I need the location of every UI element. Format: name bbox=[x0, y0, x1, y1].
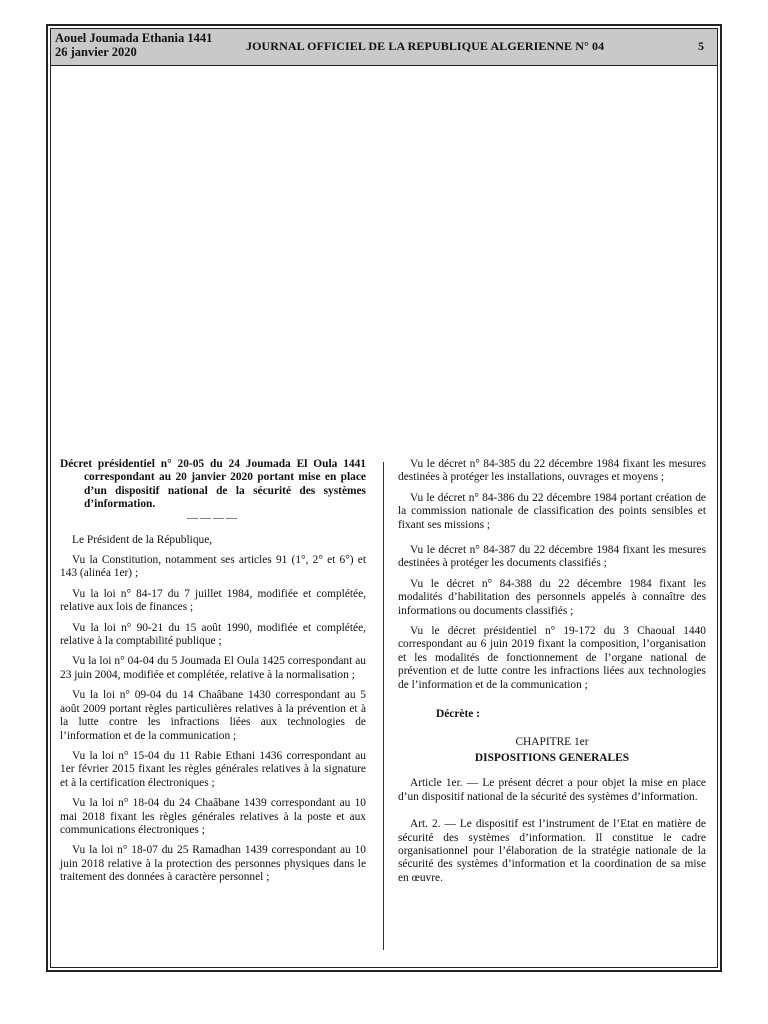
article-paragraph: Art. 2. — Le dispositif est l’instrument de l’Etat en matière de sécurité des systèmes d’information. Il constitue le cadre organisationnel pour l’élaboration de la stratégie nationale de la sécurité des systèmes d’information et la coordination de sa mise en œuvre. bbox=[398, 818, 706, 884]
visa-paragraph: Vu la loi n° 84-17 du 7 juillet 1984, modifiée et complétée, relative aux lois de finances ; bbox=[60, 587, 366, 614]
header-page-number: 5 bbox=[698, 39, 704, 53]
visa-paragraph: Vu la loi n° 04-04 du 5 Joumada El Oula 1425 correspondant au 23 juin 2004, modifiée et complétée, relative à la normalisation ; bbox=[60, 655, 366, 681]
article-paragraph: Article 1er. — Le présent décret a pour objet la mise en place d’un dispositif national de la sécurité des systèmes d’information. bbox=[398, 777, 706, 803]
decrete-label: Décrète : bbox=[436, 708, 480, 721]
chapter-title: DISPOSITIONS GENERALES bbox=[474, 751, 630, 764]
header-date-gregorian: 26 janvier 2020 bbox=[55, 45, 137, 59]
header-date bbox=[55, 31, 212, 59]
visa-paragraph: Vu le décret n° 84-386 du 22 décembre 1984 portant création de la commission nationale de classification des points sensibles et fixant ses missions ; bbox=[398, 491, 706, 531]
decree-title: Décret présidentiel n° 20-05 du 24 Joumada El Oula 1441 correspondant au 20 janvier 2020 portant mise en place d’un dispositif national de la sécurité des systèmes d’information. bbox=[60, 458, 366, 511]
header-journal-title: JOURNAL OFFICIEL DE LA REPUBLIQUE ALGERIENNE N° 04 bbox=[246, 39, 605, 53]
decree-opening: Le Président de la République, bbox=[72, 533, 213, 546]
visa-paragraph: Vu la Constitution, notamment ses articles 91 (1°, 2° et 6°) et 143 (alinéa 1er) ; bbox=[60, 554, 366, 580]
title-separator: ———— bbox=[187, 511, 239, 524]
visa-paragraph: Vu le décret n° 84-387 du 22 décembre 1984 fixant les mesures destinées à protéger les documents classifiés ; bbox=[398, 544, 706, 570]
visa-paragraph: Vu la loi n° 15-04 du 11 Rabie Ethani 1436 correspondant au 1er février 2015 fixant les règles générales relatives à la signature et à la certification électroniques ; bbox=[60, 749, 366, 789]
visa-paragraph: Vu la loi n° 09-04 du 14 Chaâbane 1430 correspondant au 5 août 2009 portant règles particulières relatives à la prévention et à la lutte contre les infractions liées aux technologies de l’information et de la communication ; bbox=[60, 689, 366, 742]
visa-paragraph: Vu la loi n° 18-07 du 25 Ramadhan 1439 correspondant au 10 juin 2018 relative à la protection des personnes physiques dans le traitement des données à caractère personnel ; bbox=[60, 844, 366, 884]
left-column bbox=[60, 458, 366, 892]
visa-paragraph: Vu le décret présidentiel n° 19-172 du 3 Chaoual 1440 correspondant au 6 juin 2019 fixant la composition, l’organisation et les modalités de fonctionnement de l’organe national de prévention et de lutte contre les infractions liées aux technologies de l’information et de la communication ; bbox=[398, 625, 706, 691]
chapter-number: CHAPITRE 1er bbox=[515, 735, 589, 748]
visa-paragraph: Vu la loi n° 90-21 du 15 août 1990, modifiée et complétée, relative à la comptabilité publique ; bbox=[60, 621, 366, 648]
visa-paragraph: Vu le décret n° 84-385 du 22 décembre 1984 fixant les mesures destinées à protéger les installations, ouvrages et moyens ; bbox=[398, 458, 706, 484]
header-date-hijri: Aouel Joumada Ethania 1441 bbox=[55, 31, 213, 45]
visa-paragraph: Vu la loi n° 18-04 du 24 Chaâbane 1439 correspondant au 10 mai 2018 fixant les règles générales relatives à la poste et aux communications électroniques ; bbox=[60, 797, 366, 836]
column-divider bbox=[383, 462, 384, 950]
right-column bbox=[398, 458, 706, 899]
visa-paragraph: Vu le décret n° 84-388 du 22 décembre 1984 fixant les modalités d’habilitation des personnels appelés à connaître des informations ou documents classifiés ; bbox=[398, 577, 706, 617]
